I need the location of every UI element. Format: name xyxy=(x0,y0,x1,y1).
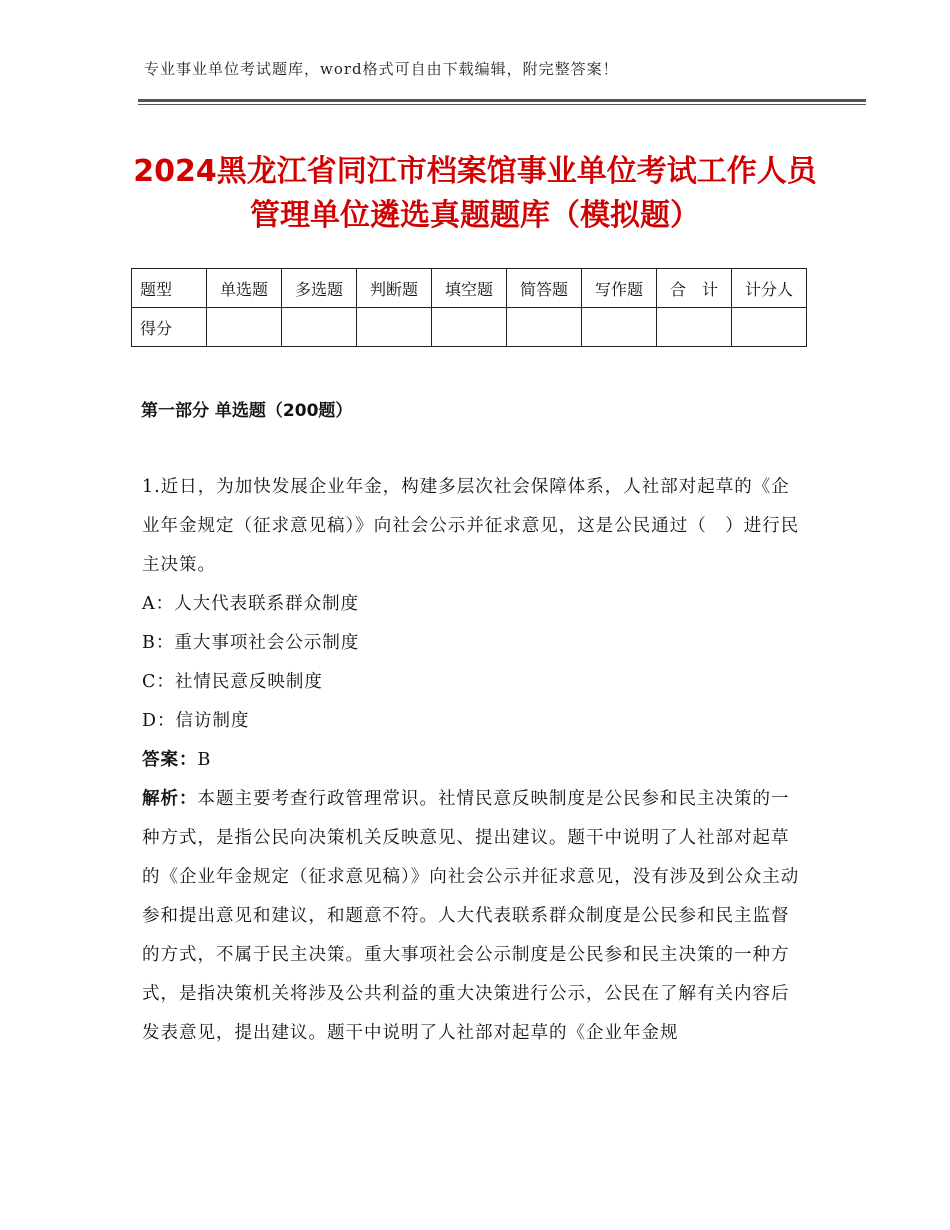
score-table-header-cell: 题型 xyxy=(132,269,207,308)
header-rule-thin xyxy=(138,104,866,105)
score-table-header-cell: 单选题 xyxy=(207,269,282,308)
header-rule xyxy=(138,99,866,102)
score-table xyxy=(131,268,807,347)
option-d: D：信访制度 xyxy=(142,711,250,731)
analysis-text: 本题主要考查行政管理常识。社情民意反映制度是公民参和民主决策的一种方式，是指公民向决策机关反映意见、提出建议。题干中说明了人社部对起草的《企业年金规定（征求意见稿）》向社会公示并征求意见，没有涉及到公众主动参和提出意见和建议，和题意不符。人大代表联系群众制度是公民参和民主监督的方式，不属于民主决策。重大事项社会公示制度是公民参和民主决策的一种方式，是指决策机关将涉及公共利益的重大决策进行公示，公民在了解有关内容后发表意见，提出建议。题干中说明了人社部对起草的《企业年金规 xyxy=(142,789,800,1043)
score-cell xyxy=(282,308,357,347)
analysis-label: 解析： xyxy=(142,789,198,809)
question-stem: 1.近日，为加快发展企业年金，构建多层次社会保障体系，人社部对起草的《企业年金规定（征求意见稿）》向社会公示并征求意见，这是公民通过（ ）进行民主决策。 xyxy=(142,477,800,575)
option-c: C：社情民意反映制度 xyxy=(142,672,323,692)
score-table-header-cell: 简答题 xyxy=(507,269,582,308)
score-cell xyxy=(732,308,807,347)
score-table-header-cell: 写作题 xyxy=(582,269,657,308)
score-cell xyxy=(432,308,507,347)
score-cell xyxy=(657,308,732,347)
option-a: A：人大代表联系群众制度 xyxy=(142,594,360,614)
score-row-label: 得分 xyxy=(132,308,207,347)
score-cell xyxy=(507,308,582,347)
score-table-header-cell: 合 计 xyxy=(657,269,732,308)
header-note: 专业事业单位考试题库，word格式可自由下载编辑，附完整答案！ xyxy=(144,60,619,78)
score-table-header-row xyxy=(132,269,807,308)
score-cell xyxy=(357,308,432,347)
score-table-score-row xyxy=(132,308,807,347)
score-cell xyxy=(207,308,282,347)
option-b: B：重大事项社会公示制度 xyxy=(142,633,360,653)
question-block xyxy=(142,468,802,1053)
score-table-header-cell: 判断题 xyxy=(357,269,432,308)
answer-label: 答案： xyxy=(142,750,198,770)
analysis-paragraph xyxy=(142,780,802,1053)
document-title: 2024黑龙江省同江市档案馆事业单位考试工作人员管理单位遴选真题题库（模拟题） xyxy=(133,154,817,233)
score-table-header-cell: 多选题 xyxy=(282,269,357,308)
score-cell xyxy=(582,308,657,347)
score-table-header-cell: 填空题 xyxy=(432,269,507,308)
answer-line xyxy=(142,741,802,780)
section-heading: 第一部分 单选题（200题） xyxy=(141,401,353,421)
score-table-header-cell: 计分人 xyxy=(732,269,807,308)
answer-value: B xyxy=(197,750,212,770)
